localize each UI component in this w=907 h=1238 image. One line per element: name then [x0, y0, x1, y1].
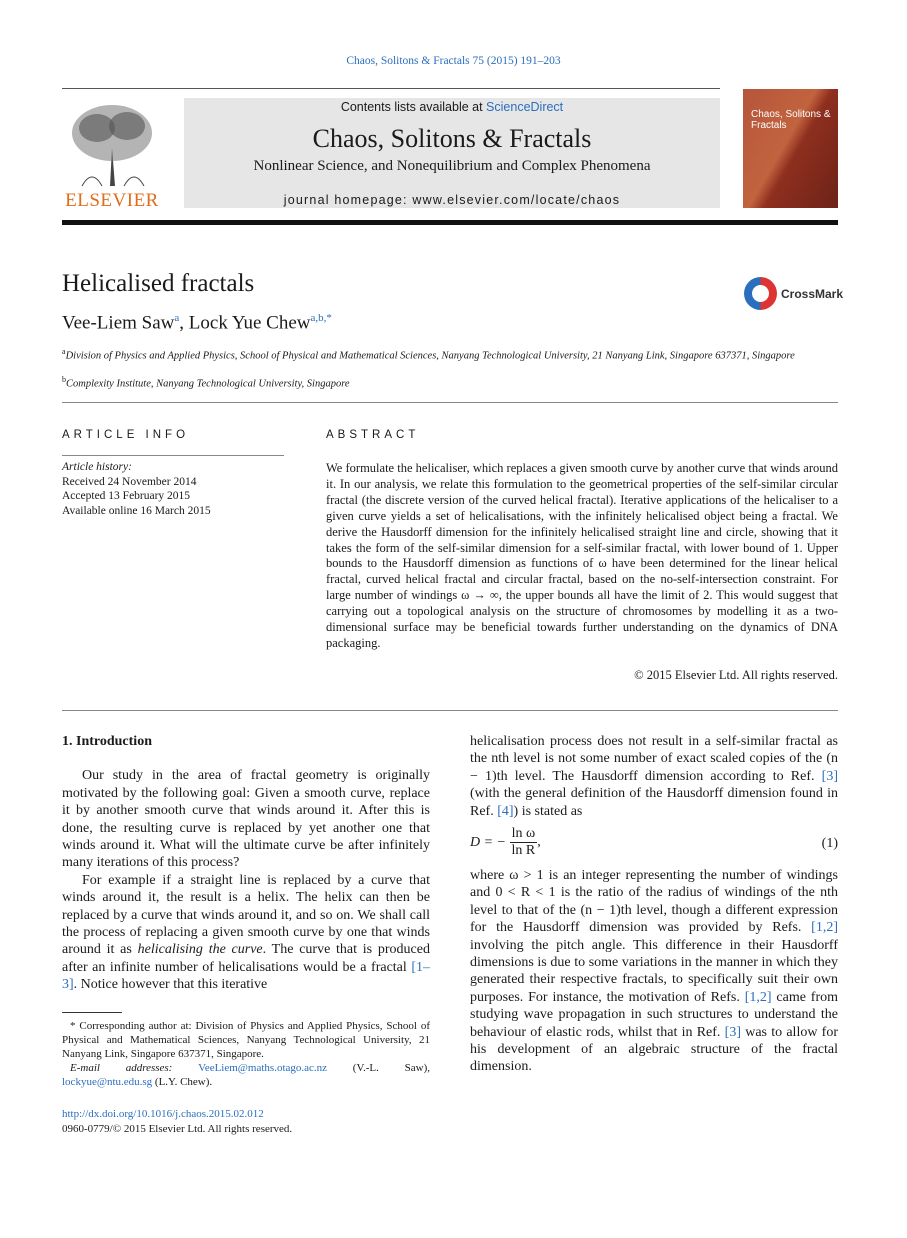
author-affil-marker[interactable]: a,b,*: [310, 312, 332, 324]
text-run: (with the general definition of the Hausdorff dimension found in Ref.: [470, 786, 838, 819]
reference-link[interactable]: [1–3]: [62, 959, 430, 993]
journal-homepage[interactable]: journal homepage: www.elsevier.com/locate/chaos: [283, 193, 621, 207]
text-run: came from studying wave propagation in such structures to understand the behaviour of elastic rods, whilst that in Ref.: [470, 989, 838, 1040]
header-thick-rule: [62, 220, 838, 225]
abstract-heading: ABSTRACT: [326, 429, 420, 441]
equation-fraction: [510, 826, 538, 859]
corresponding-author-note: * Corresponding author at: Division of Physics and Applied Physics, School of Physical and Mathematical Sciences, Nanyang Technological University, 21 Nanyang Link, Singapore 637371, Singapore.: [62, 1020, 430, 1060]
intro-left-column: [62, 733, 430, 994]
text-run: For example if a straight line is replaced by a curve that winds around it, the result is a helix. The helix can then be replaced by a curve that winds around it, and so on. We shall call the process of replacing a given smooth curve by one that winds around it as: [62, 872, 430, 958]
equation-lhs: D = −: [470, 834, 507, 850]
author-list: Vee-Liem Saw$^a$, Lock Yue Chew$^{a,b,*}$: [62, 312, 332, 334]
journal-citation[interactable]: Chaos, Solitons & Fractals 75 (2015) 191–203: [346, 55, 561, 67]
text-run: helicalisation process does not result in a self-similar fractal as the nth level is not some number of exact scaled copies of the (n − 1)th level. The Hausdorff dimension according to Ref.: [470, 734, 838, 784]
affiliation-b: [62, 373, 802, 392]
footnotes: [62, 1019, 430, 1089]
crossmark-label[interactable]: CrossMark: [781, 287, 844, 301]
journal-cover-image: [743, 89, 838, 208]
email-link[interactable]: lockyue@ntu.edu.sg: [62, 1076, 153, 1088]
author-affil-marker[interactable]: a: [174, 312, 180, 324]
sciencedirect-link[interactable]: ScienceDirect: [486, 100, 564, 114]
journal-name: Chaos, Solitons & Fractals: [312, 124, 592, 153]
accepted-date: Accepted 13 February 2015: [62, 490, 191, 502]
abstract-text: We formulate the helicaliser, which replaces a given smooth curve by another curve that winds around it. In our analysis, we relate this formulation to the geometrical properties of the self-similar circular fractal (the discrete version of the curved helical fractal). Iterative applications of the helicaliser to a given curve yields a set of helicalisations, with the infinitely helicalised object being a fractal. We derive the Hausdorff dimension for the infinitely helicalised straight line and circle, showing that it takes the form of the self-similar dimension for a self-similar fractal, with lower bound of 1. Upper bounds to the Hausdorff dimension as functions of ω have been determined for the linear helical fractal, curved helical fractal and circular fractal, based on the no-self-intersection constraint. For large number of windings ω → ∞, the upper bounds all have the limit of 2. This would suggest that carrying out a topological analysis on the structure of chromosomes by modelling it as a two-dimensional surface may be beneficial towards further understanding on the dynamics of DNA packaging.: [326, 461, 838, 650]
text-run: involving the pitch angle. This difference in their Hausdorff dimensions is due to some variations in the manner in which they generated their respective fractals, to specifically suit their own purposes. For instance, the motivation of Refs.: [470, 937, 838, 1005]
intro-paragraph-1: Our study in the area of fractal geometry is originally motivated by the following goal: Given a smooth curve, replace it by another smooth curve that winds around it. After this is done, the resulting curve is replaced by yet another one that winds around it. What will the ultimate curve be after infinitely many iterations of this process?: [62, 768, 430, 871]
equation-denominator: ln R: [511, 843, 536, 858]
italic-term: helicalising the curve: [137, 942, 263, 958]
affil-divider: [62, 402, 838, 403]
reference-link[interactable]: [1,2]: [811, 920, 838, 936]
footnote-divider: [62, 1012, 122, 1013]
reference-link[interactable]: [3]: [724, 1024, 741, 1040]
contents-prefix: Contents lists available at: [340, 100, 487, 114]
doi-link[interactable]: http://dx.doi.org/10.1016/j.chaos.2015.02.012: [62, 1108, 264, 1120]
email-note: [62, 1061, 430, 1089]
intro-paragraph-2: [62, 872, 430, 994]
cover-title: Chaos, Solitons & Fractals: [751, 109, 831, 131]
author-name: Vee-Liem Saw: [62, 312, 175, 334]
article-title: Helicalised fractals: [62, 270, 255, 297]
affil-text: Complexity Institute, Nanyang Technological University, Singapore: [66, 378, 350, 390]
email-owner: (L.Y. Chew).: [152, 1076, 213, 1088]
intro-right-column-top: [470, 733, 838, 820]
article-info-heading: ARTICLE INFO: [62, 429, 190, 441]
author-name: Lock Yue Chew: [188, 312, 311, 334]
text-run: ) is stated as: [513, 803, 583, 819]
reference-link[interactable]: [1,2]: [744, 989, 772, 1005]
email-link[interactable]: VeeLiem@maths.otago.ac.nz: [198, 1062, 328, 1074]
info-divider: [62, 455, 284, 456]
online-date: Available online 16 March 2015: [62, 504, 211, 517]
affil-text: Division of Physics and Applied Physics, School of Physical and Mathematical Sciences, Nanyang Technological University, 21 Nanyang Link, Singapore 637371, Singapore: [65, 350, 795, 362]
email-owner: (V.-L. Saw),: [327, 1062, 430, 1074]
intro-right-column-bottom: [470, 867, 838, 1076]
journal-subtitle: Nonlinear Science, and Nonequilibrium and Complex Phenomena: [253, 158, 651, 174]
doi-block: [62, 1107, 292, 1136]
issn-line: 0960-0779/© 2015 Elsevier Ltd. All rights reserved.: [62, 1122, 293, 1135]
equation-1: [470, 826, 838, 859]
affil-marker: b: [62, 375, 66, 384]
abstract-divider: [62, 710, 838, 711]
intro-heading: 1. Introduction: [62, 734, 152, 749]
crossmark-icon-center: [752, 285, 769, 302]
contents-line: [184, 100, 720, 114]
equation-comma: ,: [537, 834, 541, 850]
text-run: . The curve that is produced after an infinite number of helicalisations would be a fractal: [62, 942, 430, 975]
elsevier-wordmark: ELSEVIER: [65, 190, 159, 211]
article-history: [62, 460, 282, 518]
header-top-rule: [62, 88, 720, 89]
email-label: E-mail addresses:: [70, 1062, 199, 1074]
affiliation-a: [62, 345, 802, 364]
text-run: . Notice however that this iterative: [73, 977, 268, 993]
reference-link[interactable]: [4]: [497, 803, 514, 819]
text-run: was to allow for his development of an algebraic structure of the fractal dimension.: [470, 1024, 839, 1075]
abstract-copyright: © 2015 Elsevier Ltd. All rights reserved.: [634, 668, 838, 682]
reference-link[interactable]: [3]: [821, 768, 838, 784]
affil-marker: a: [62, 347, 66, 356]
received-date: Received 24 November 2014: [62, 475, 197, 488]
text-run: where ω > 1 is an integer representing the number of windings and 0 < R < 1 is the ratio of the radius of windings of the nth level to that of the (n − 1)th level, though a different expression for the Hausdorff dimension was provided by Refs.: [470, 868, 838, 936]
history-label: Article history:: [62, 461, 132, 473]
equation-numerator: ln ω: [510, 826, 538, 843]
equation-label: (1): [821, 836, 838, 851]
